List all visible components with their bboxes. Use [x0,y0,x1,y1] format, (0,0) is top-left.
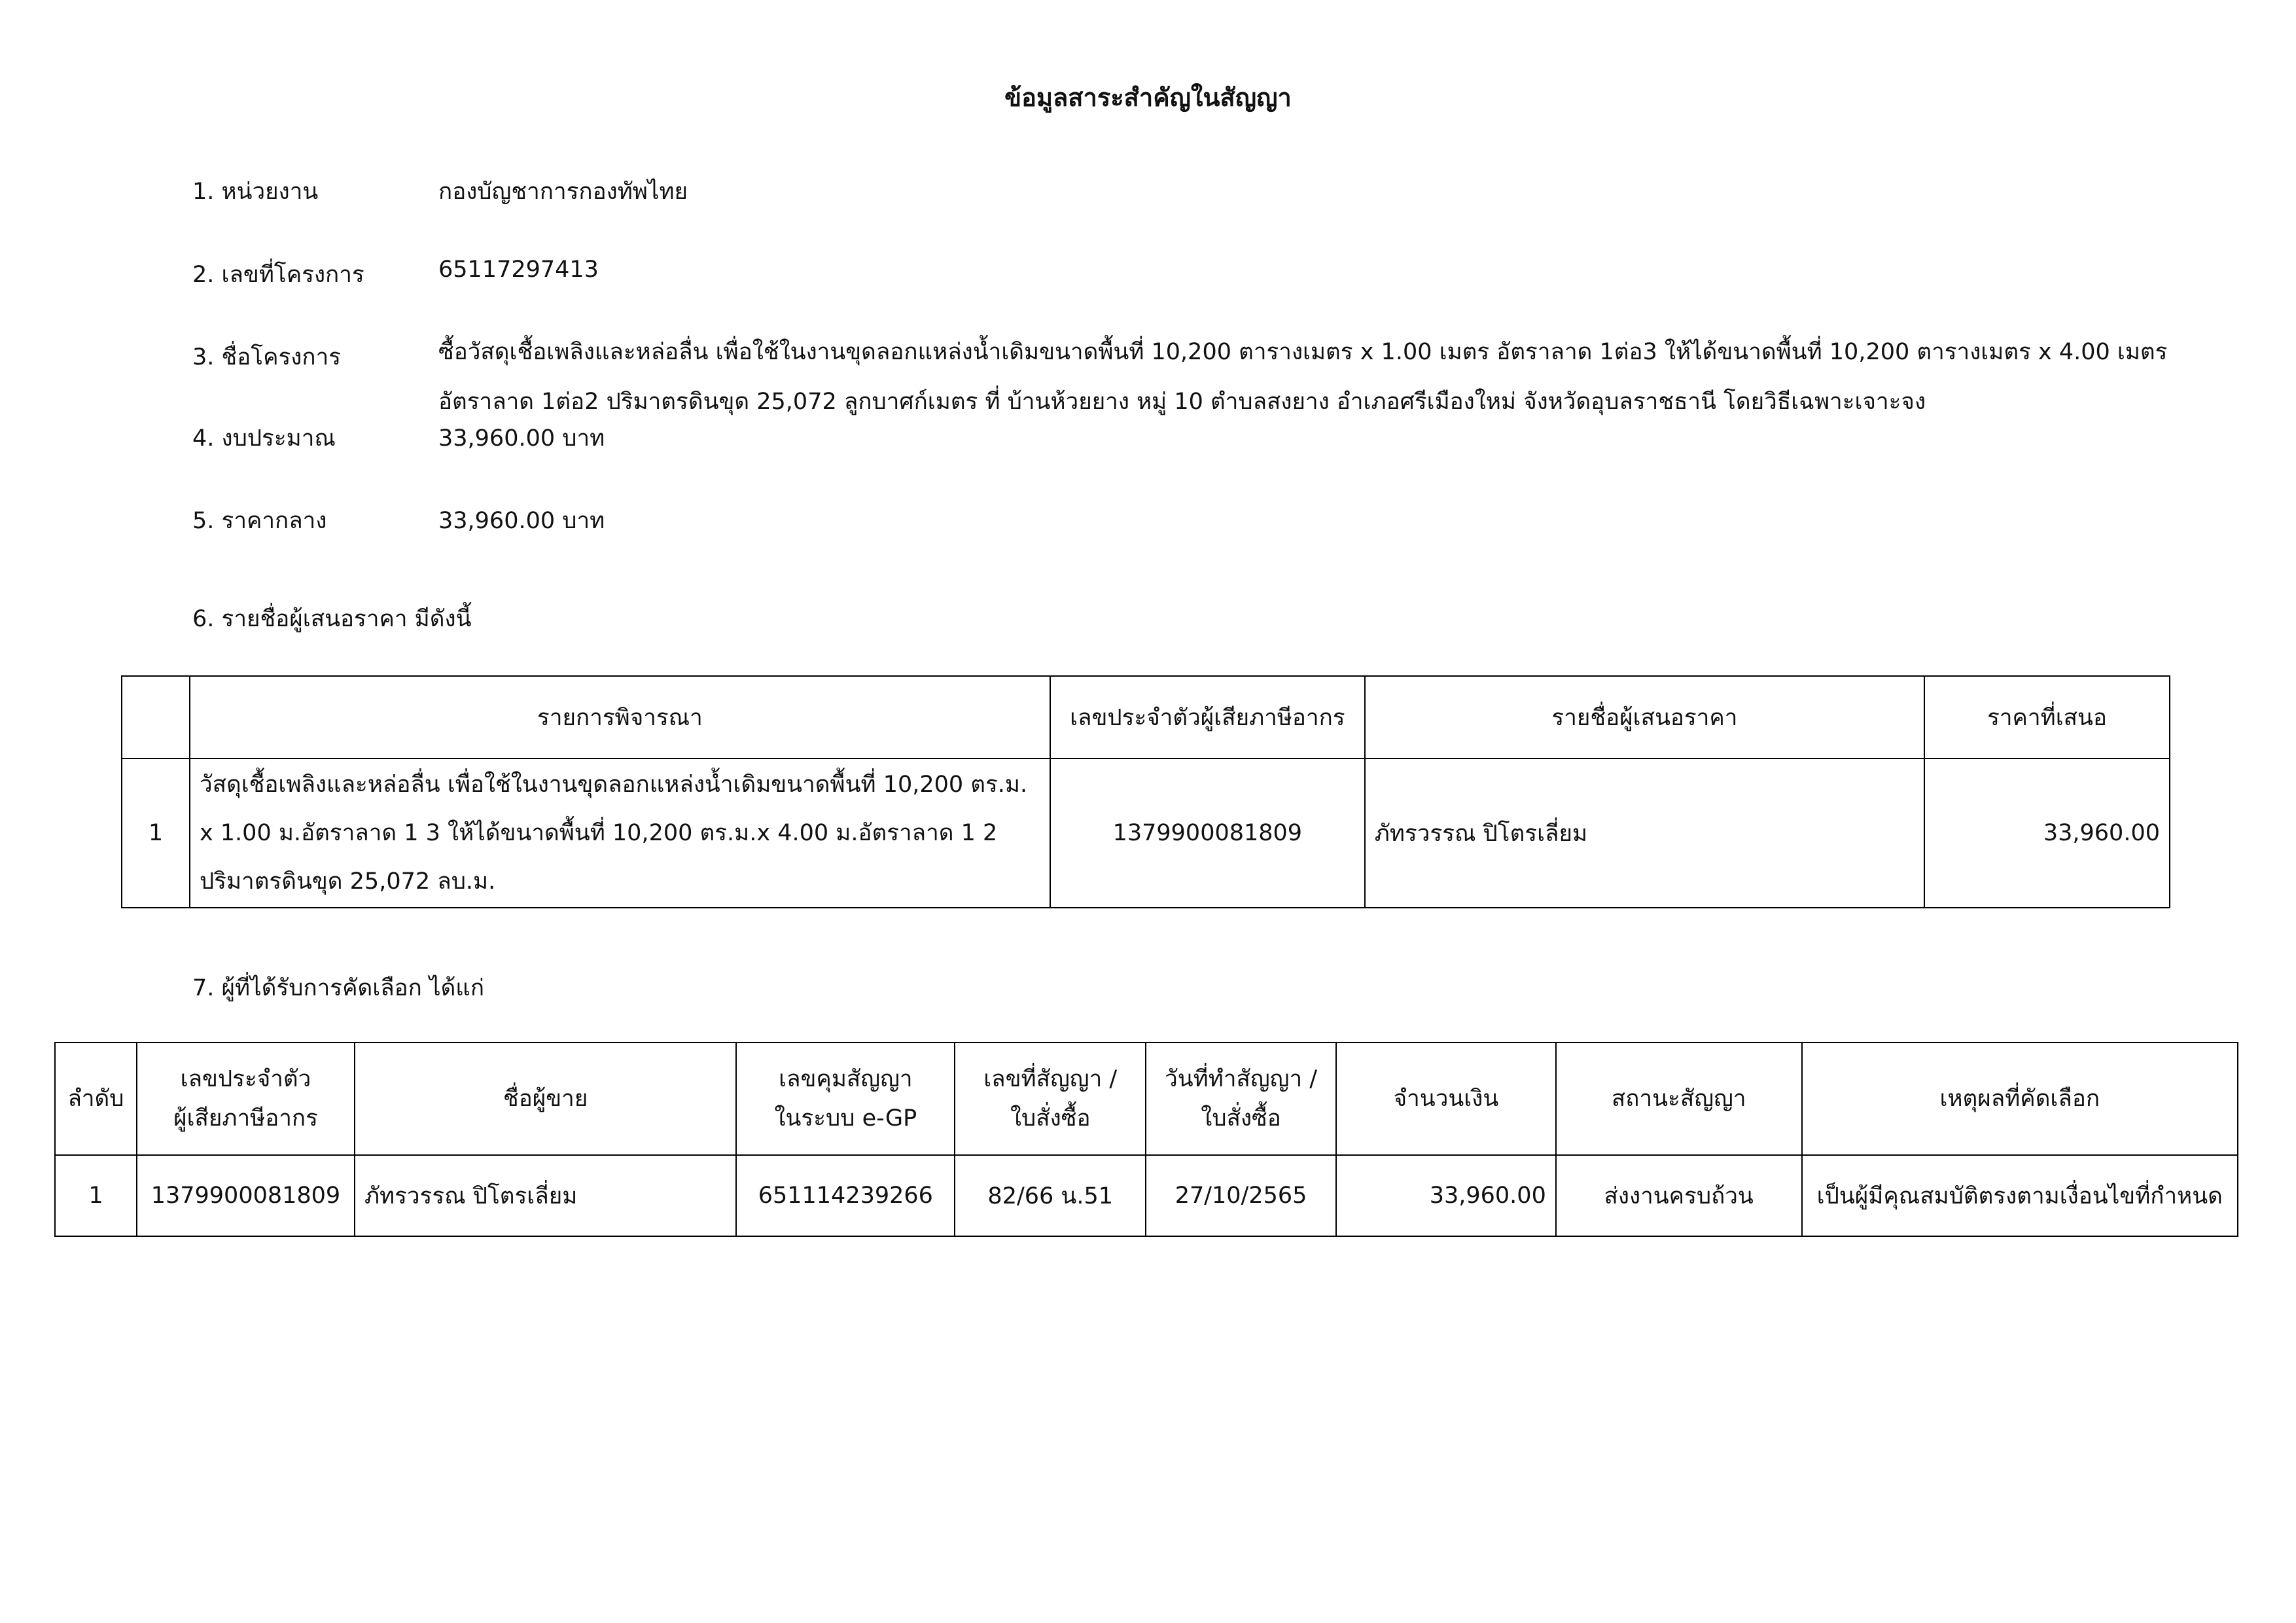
header-line: เลขประจำตัว [180,1066,311,1092]
offers-table [121,675,2170,908]
reference-price-label: 5. ราคากลาง [192,508,327,534]
header-line: ใบสั่งซื้อ [1010,1105,1091,1132]
offer-no: 1 [122,758,190,908]
selected-no: 1 [55,1155,137,1236]
table-row [55,1155,2238,1236]
selected-col-seller [355,1043,736,1155]
selected-contract-date: 27/10/2565 [1146,1155,1336,1236]
selected-col-reason [1802,1043,2238,1155]
selected-header-row [55,1043,2238,1155]
offers-col-no [122,676,190,758]
selected-col-contract-date [1146,1043,1336,1155]
selected-reason: เป็นผู้มีคุณสมบัติตรงตามเงื่อนไขที่กำหนด [1802,1155,2238,1236]
offer-bidder: ภัทรวรรณ ปิโตรเลี่ยม [1365,758,1924,908]
project-name-value: ซื้อวัสดุเชื้อเพลิงและหล่อลื่น เพื่อใช้ในงานขุดลอกแหล่งน้ำเดิมขนาดพื้นที่ 10,200 ตารางเมตร x 1.00 เมตร อัตราลาด 1ต่อ3 ให้ได้ขนาดพื้นที่ 10,200 ตารางเมตร x 4.00 เมตร อัตราลาด 1ต่อ2 ปริมาตรดินขุด 25,072 ลูกบาศก์เมตร ที่ บ้านห้วยยาง หมู่ 10 ตำบลสงยาง อำเภอศรีเมืองใหม่ จังหวัดอุบลราชธานี โดยวิธีเฉพาะเจาะจง [438,339,2168,415]
selected-col-egp [736,1043,955,1155]
selected-seller: ภัทรวรรณ ปิโตรเลี่ยม [355,1155,736,1236]
offers-col-tax-id: เลขประจำตัวผู้เสียภาษีอากร [1050,676,1365,758]
selected-amount: 33,960.00 [1336,1155,1556,1236]
header-line: ใบสั่งซื้อ [1201,1105,1281,1132]
selected-col-tax-id [137,1043,355,1155]
header-line: เลขที่สัญญา / [983,1066,1118,1092]
project-number-value: 65117297413 [438,257,599,283]
selected-col-amount [1336,1043,1556,1155]
document-title: ข้อมูลสาระสำคัญในสัญญา [1004,83,1292,112]
reference-price-value: 33,960.00 บาท [438,508,605,534]
selected-heading: 7. ผู้ที่ได้รับการคัดเลือก ได้แก่ [192,975,485,1001]
offers-col-price: ราคาที่เสนอ [1924,676,2170,758]
header-line: จำนวนเงิน [1393,1086,1499,1112]
selected-tax-id: 1379900081809 [137,1155,355,1236]
header-line: ในระบบ e-GP [774,1105,917,1132]
agency-value: กองบัญชาการกองทัพไทย [438,179,688,205]
offer-item: วัสดุเชื้อเพลิงและหล่อลื่น เพื่อใช้ในงานขุดลอกแหล่งน้ำเดิมขนาดพื้นที่ 10,200 ตร.ม. x 1.00 ม.อัตราลาด 1 3 ให้ได้ขนาดพื้นที่ 10,200 ตร.ม.x 4.00 ม.อัตราลาด 1 2 ปริมาตรดินขุด 25,072 ลบ.ม. [190,758,1050,908]
agency-label: 1. หน่วยงาน [192,179,319,205]
selected-status: ส่งงานครบถ้วน [1556,1155,1802,1236]
offers-header-row [122,676,2170,758]
header-line: เลขคุมสัญญา [779,1066,913,1092]
header-line: ลำดับ [67,1086,124,1112]
selected-contract-no: 82/66 น.51 [955,1155,1146,1236]
selected-col-status [1556,1043,1802,1155]
selected-table [54,1042,2238,1237]
header-line: ผู้เสียภาษีอากร [173,1105,318,1132]
selected-egp-no: 651114239266 [736,1155,955,1236]
offer-price: 33,960.00 [1924,758,2170,908]
header-line: ชื่อผู้ขาย [503,1086,588,1112]
project-name-label: 3. ชื่อโครงการ [192,344,342,370]
table-row [122,758,2170,908]
project-number-label: 2. เลขที่โครงการ [192,262,364,288]
offer-tax-id: 1379900081809 [1050,758,1365,908]
header-line: วันที่ทำสัญญา / [1165,1066,1318,1092]
selected-col-contract-no [955,1043,1146,1155]
offers-heading: 6. รายชื่อผู้เสนอราคา มีดังนี้ [192,606,472,632]
offers-col-bidder: รายชื่อผู้เสนอราคา [1365,676,1924,758]
header-line: เหตุผลที่คัดเลือก [1939,1086,2100,1112]
header-line: สถานะสัญญา [1611,1086,1746,1112]
budget-value: 33,960.00 บาท [438,425,605,452]
selected-col-no [55,1043,137,1155]
offers-col-item: รายการพิจารณา [190,676,1050,758]
budget-label: 4. งบประมาณ [192,425,336,452]
